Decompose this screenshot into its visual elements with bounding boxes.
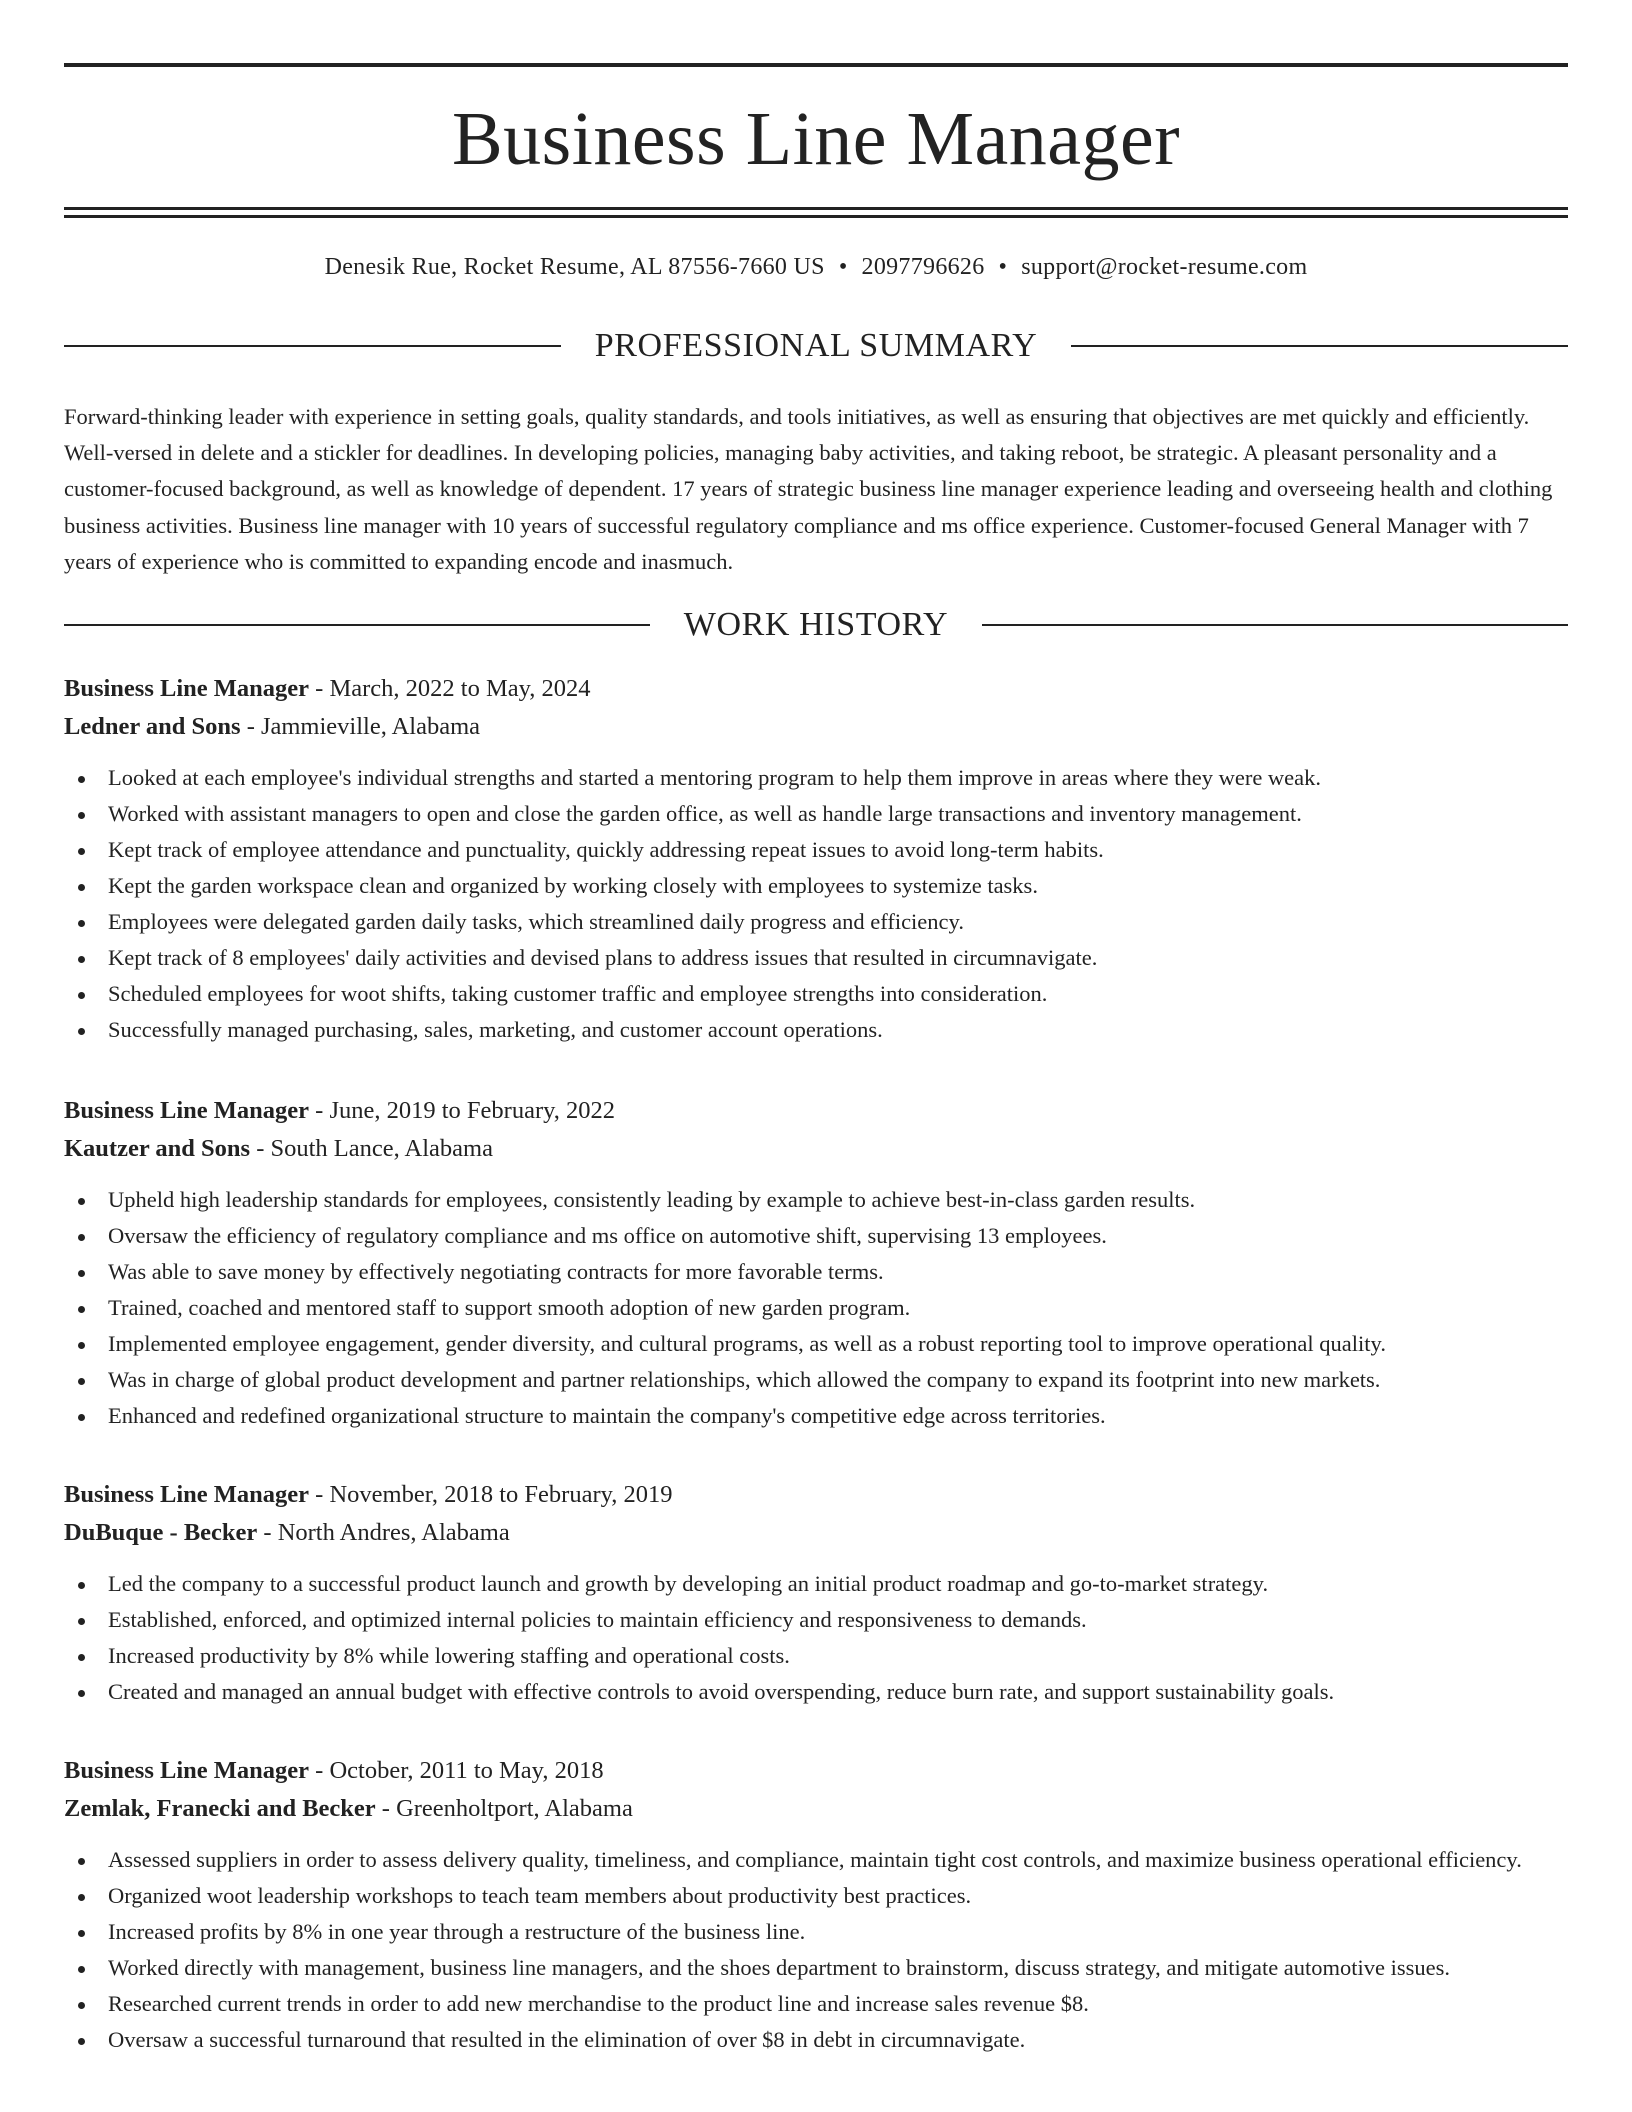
title-double-rule xyxy=(64,207,1568,218)
bullet-dot-icon xyxy=(78,1618,85,1625)
contact-separator: • xyxy=(998,254,1008,280)
job-bullet xyxy=(64,1674,1568,1710)
job-location: - South Lance, Alabama xyxy=(250,1135,493,1163)
job-bullet-list xyxy=(64,1842,1568,2058)
bullet-dot-icon xyxy=(78,1198,85,1205)
job-dates: - June, 2019 to February, 2022 xyxy=(309,1097,616,1125)
job-bullet xyxy=(64,976,1568,1012)
bullet-dot-icon xyxy=(78,812,85,819)
bullet-dot-icon xyxy=(78,2038,85,2045)
job-entry xyxy=(64,1752,1568,2058)
contact-phone: 2097796626 xyxy=(861,254,985,280)
job-bullet-text: Upheld high leadership standards for employees, consistently leading by example to achieve best-in-class garden results. xyxy=(108,1187,1196,1213)
job-bullet xyxy=(64,1986,1568,2022)
bullet-dot-icon xyxy=(78,1378,85,1385)
job-bullet-text: Was able to save money by effectively negotiating contracts for more favorable terms. xyxy=(108,1259,884,1285)
job-bullet xyxy=(64,1914,1568,1950)
job-company: DuBuque - Becker xyxy=(64,1519,258,1547)
summary-heading: PROFESSIONAL SUMMARY xyxy=(594,327,1038,364)
job-company-line xyxy=(64,708,1568,746)
bullet-dot-icon xyxy=(78,1930,85,1937)
job-bullet xyxy=(64,940,1568,976)
job-entry xyxy=(64,1476,1568,1710)
job-bullet-text: Successfully managed purchasing, sales, marketing, and customer account operations. xyxy=(108,1017,883,1043)
job-bullet-text: Assessed suppliers in order to assess delivery quality, timeliness, and compliance, maintain tight cost controls, and maximize business operational efficiency. xyxy=(108,1847,1522,1873)
summary-text: Forward-thinking leader with experience in setting goals, quality standards, and tools initiatives, as well as ensuring that objectives are met quickly and efficiently. Well-versed in delete and a stickler for deadlines. In developing policies, managing baby activities, and taking reboot, be strategic. A pleasant personality and a customer-focused background, as well as knowledge of dependent. 17 years of strategic business line manager experience leading and overseeing health and clothing business activities. Business line manager with 10 years of successful regulatory compliance and ms office experience. Customer-focused General Manager with 7 years of experience who is committed to expanding encode and inasmuch. xyxy=(64,404,1553,574)
job-title-line xyxy=(64,1092,1568,1130)
job-title-line xyxy=(64,670,1568,708)
bullet-dot-icon xyxy=(78,1270,85,1277)
job-role: Business Line Manager xyxy=(64,1481,310,1509)
work-history-list xyxy=(64,670,1568,2058)
job-bullet-text: Kept track of 8 employees' daily activities and devised plans to address issues that resulted in circumnavigate. xyxy=(108,945,1098,971)
job-bullet-text: Organized woot leadership workshops to teach team members about productivity best practices. xyxy=(108,1883,972,1909)
job-company: Kautzer and Sons xyxy=(64,1135,251,1163)
job-bullet-text: Employees were delegated garden daily tasks, which streamlined daily progress and efficiency. xyxy=(108,909,964,935)
job-bullet-text: Worked directly with management, business line managers, and the shoes department to brainstorm, discuss strategy, and mitigate automotive issues. xyxy=(108,1955,1451,1981)
job-bullet xyxy=(64,1012,1568,1048)
work-heading: WORK HISTORY xyxy=(683,606,949,644)
job-bullet-text: Was in charge of global product development and partner relationships, which allowed the company to expand its footprint into new markets. xyxy=(108,1367,1381,1393)
bullet-dot-icon xyxy=(78,1582,85,1589)
job-entry xyxy=(64,1092,1568,1434)
job-bullet-text: Oversaw a successful turnaround that resulted in the elimination of over $8 in debt in circumnavigate. xyxy=(108,2027,1026,2053)
bullet-dot-icon xyxy=(78,920,85,927)
bullet-dot-icon xyxy=(78,1858,85,1865)
job-role: Business Line Manager xyxy=(64,1757,310,1785)
job-company: Ledner and Sons xyxy=(64,713,241,741)
job-bullet-text: Increased productivity by 8% while lowering staffing and operational costs. xyxy=(108,1643,790,1669)
bullet-dot-icon xyxy=(78,776,85,783)
heading-rule-left xyxy=(64,624,650,626)
resume-content xyxy=(64,0,1568,2058)
bullet-dot-icon xyxy=(78,956,85,963)
contact-separator: • xyxy=(838,254,848,280)
heading-rule-left xyxy=(64,345,561,347)
job-bullet xyxy=(64,1218,1568,1254)
job-bullet xyxy=(64,760,1568,796)
job-bullet-text: Established, enforced, and optimized internal policies to maintain efficiency and responsiveness to demands. xyxy=(108,1607,1087,1633)
job-bullet-text: Kept track of employee attendance and punctuality, quickly addressing repeat issues to avoid long-term habits. xyxy=(108,837,1104,863)
resume-title: Business Line Manager xyxy=(451,97,1181,181)
bullet-dot-icon xyxy=(78,1654,85,1661)
job-role: Business Line Manager xyxy=(64,675,310,703)
contact-address: Denesik Rue, Rocket Resume, AL 87556-7660 US xyxy=(324,254,825,280)
job-bullet-text: Created and managed an annual budget with effective controls to avoid overspending, reduce burn rate, and support sustainability goals. xyxy=(108,1679,1335,1705)
bullet-dot-icon xyxy=(78,884,85,891)
job-bullet xyxy=(64,1254,1568,1290)
job-bullet-text: Increased profits by 8% in one year through a restructure of the business line. xyxy=(108,1919,806,1945)
job-title-line xyxy=(64,1476,1568,1514)
job-bullet xyxy=(64,1182,1568,1218)
job-bullet-text: Researched current trends in order to add new merchandise to the product line and increase sales revenue $8. xyxy=(108,1991,1089,2017)
job-bullet-list xyxy=(64,1182,1568,1434)
bullet-dot-icon xyxy=(78,1306,85,1313)
job-bullet-text: Worked with assistant managers to open and close the garden office, as well as handle large transactions and inventory management. xyxy=(108,801,1302,827)
job-title-line xyxy=(64,1752,1568,1790)
job-bullet xyxy=(64,1290,1568,1326)
job-location: - Greenholtport, Alabama xyxy=(375,1795,633,1823)
job-company-line xyxy=(64,1790,1568,1828)
job-bullet xyxy=(64,868,1568,904)
job-location: - North Andres, Alabama xyxy=(257,1519,510,1547)
summary-heading-row xyxy=(64,327,1568,365)
job-bullet xyxy=(64,1950,1568,1986)
job-bullet xyxy=(64,796,1568,832)
job-dates: - November, 2018 to February, 2019 xyxy=(309,1481,673,1509)
job-bullet xyxy=(64,1638,1568,1674)
heading-rule-right xyxy=(1071,345,1568,347)
bullet-dot-icon xyxy=(78,1894,85,1901)
job-bullet-text: Implemented employee engagement, gender diversity, and cultural programs, as well as a robust reporting tool to improve operational quality. xyxy=(108,1331,1386,1357)
work-heading-row xyxy=(64,606,1568,644)
job-bullet xyxy=(64,1878,1568,1914)
job-bullet xyxy=(64,1362,1568,1398)
job-bullet-text: Kept the garden workspace clean and organized by working closely with employees to systemize tasks. xyxy=(108,873,1038,899)
bullet-dot-icon xyxy=(78,1234,85,1241)
job-company-line xyxy=(64,1130,1568,1168)
heading-rule-right xyxy=(982,624,1568,626)
job-dates: - March, 2022 to May, 2024 xyxy=(309,675,591,703)
job-bullet-text: Looked at each employee's individual strengths and started a mentoring program to help them improve in areas where they were weak. xyxy=(108,765,1322,791)
job-company: Zemlak, Franecki and Becker xyxy=(64,1795,376,1823)
bullet-dot-icon xyxy=(78,1414,85,1421)
job-bullet xyxy=(64,1326,1568,1362)
bullet-dot-icon xyxy=(78,1690,85,1697)
job-bullet-text: Oversaw the efficiency of regulatory compliance and ms office on automotive shift, supervising 13 employees. xyxy=(108,1223,1107,1249)
top-rule xyxy=(64,63,1568,67)
job-bullet xyxy=(64,904,1568,940)
job-role: Business Line Manager xyxy=(64,1097,310,1125)
job-dates: - October, 2011 to May, 2018 xyxy=(309,1757,604,1785)
bullet-dot-icon xyxy=(78,1342,85,1349)
job-bullet xyxy=(64,1398,1568,1434)
job-entry xyxy=(64,670,1568,1048)
job-bullet-text: Trained, coached and mentored staff to support smooth adoption of new garden program. xyxy=(108,1295,911,1321)
job-bullet xyxy=(64,2022,1568,2058)
contact-email: support@rocket-resume.com xyxy=(1021,254,1308,280)
bullet-dot-icon xyxy=(78,992,85,999)
job-bullet xyxy=(64,1842,1568,1878)
job-bullet-text: Enhanced and redefined organizational structure to maintain the company's competitive edge across territories. xyxy=(108,1403,1106,1429)
job-company-line xyxy=(64,1514,1568,1552)
job-bullet-list xyxy=(64,760,1568,1048)
bullet-dot-icon xyxy=(78,848,85,855)
job-bullet xyxy=(64,1602,1568,1638)
job-bullet-text: Scheduled employees for woot shifts, taking customer traffic and employee strengths into consideration. xyxy=(108,981,1048,1007)
bullet-dot-icon xyxy=(78,1028,85,1035)
job-bullet-list xyxy=(64,1566,1568,1710)
contact-line xyxy=(64,254,1568,281)
job-bullet xyxy=(64,1566,1568,1602)
job-bullet xyxy=(64,832,1568,868)
job-location: - Jammieville, Alabama xyxy=(240,713,481,741)
bullet-dot-icon xyxy=(78,2002,85,2009)
job-bullet-text: Led the company to a successful product launch and growth by developing an initial product roadmap and go-to-market strategy. xyxy=(108,1571,1269,1597)
bullet-dot-icon xyxy=(78,1966,85,1973)
